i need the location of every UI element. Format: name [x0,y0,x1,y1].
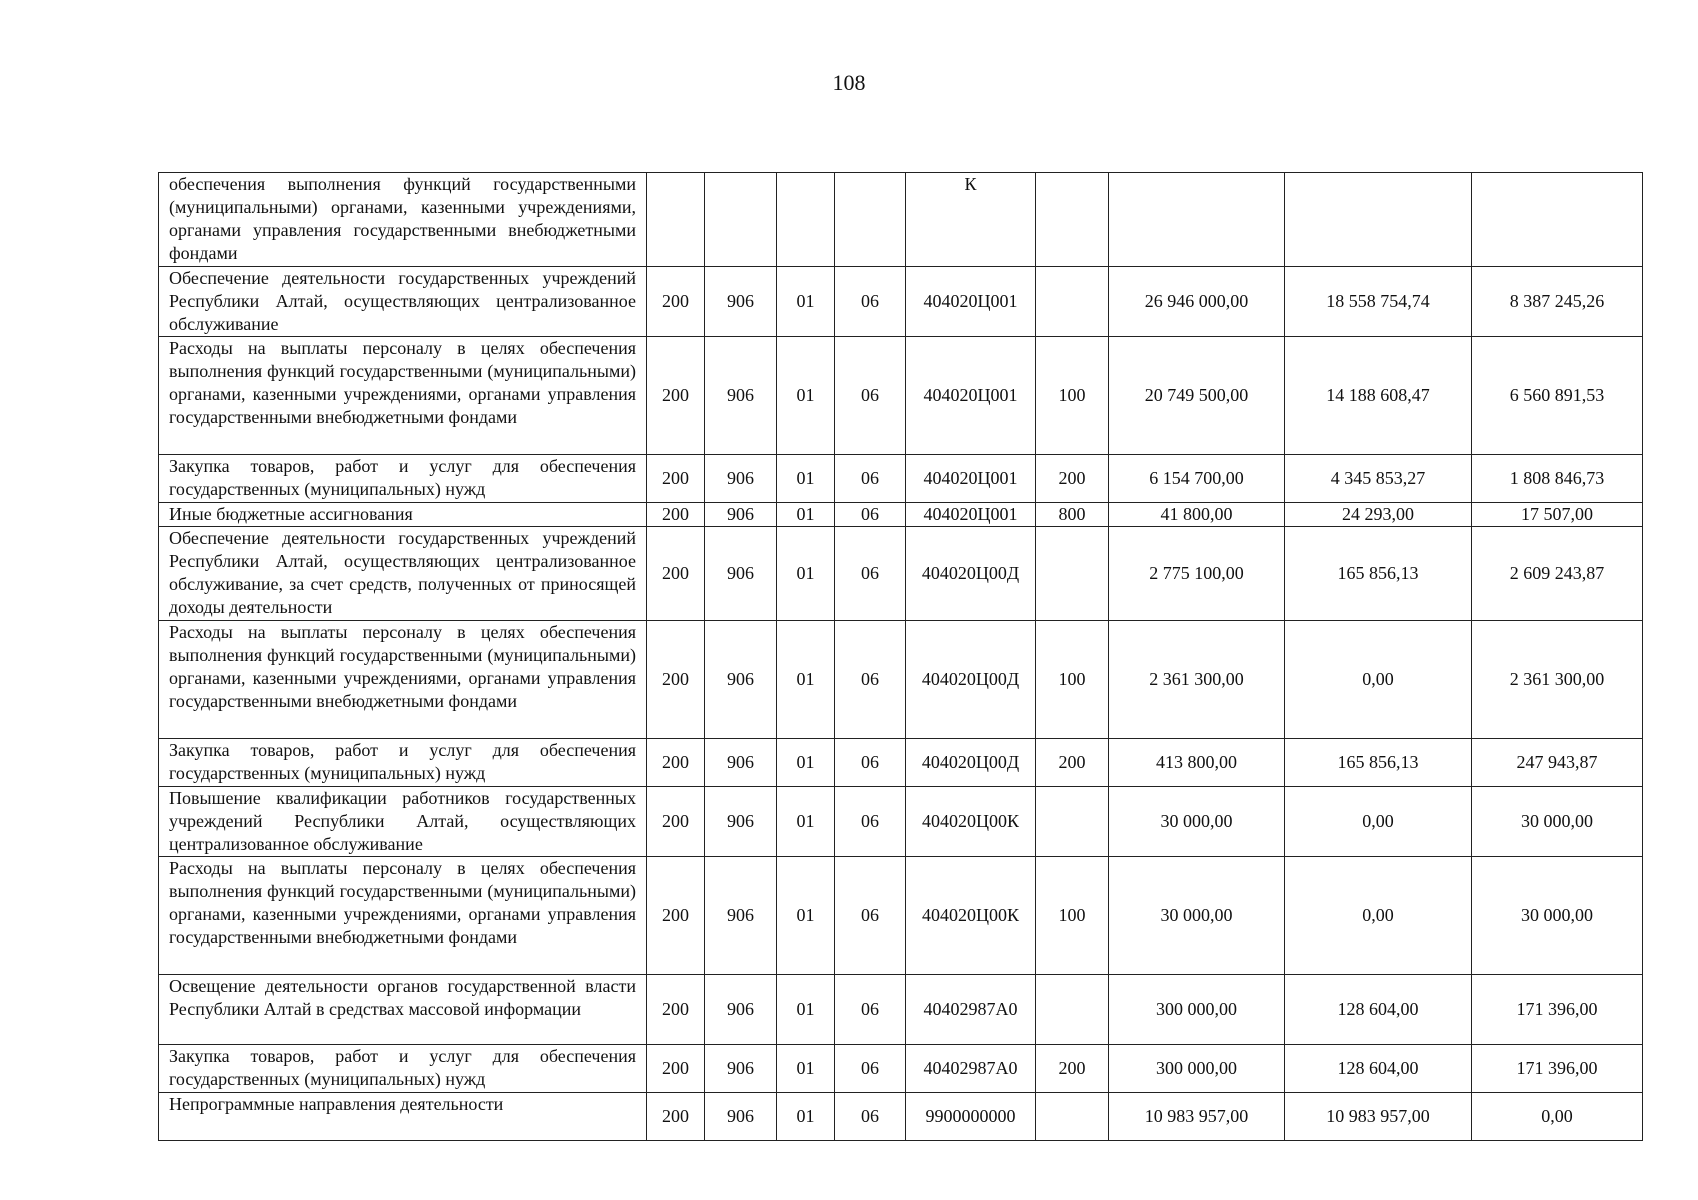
target-article-cell: 404020Ц00К [906,787,1036,857]
section-cell: 01 [777,267,835,337]
executed-amount-cell: 165 856,13 [1285,527,1472,621]
executed-amount-cell: 128 604,00 [1285,1045,1472,1093]
planned-amount-cell: 41 800,00 [1109,503,1285,527]
remaining-amount-cell: 2 361 300,00 [1472,621,1643,739]
subsection-cell: 06 [835,787,906,857]
planned-amount-cell: 26 946 000,00 [1109,267,1285,337]
code-200-cell: 200 [647,787,705,857]
table-row [159,975,1643,1045]
executed-amount-cell: 0,00 [1285,621,1472,739]
subsection-cell: 06 [835,267,906,337]
planned-amount-cell: 30 000,00 [1109,857,1285,975]
section-cell: 01 [777,739,835,787]
executed-amount-cell: 128 604,00 [1285,975,1472,1045]
planned-amount-cell [1109,173,1285,267]
target-article-cell: 404020Ц00Д [906,621,1036,739]
section-cell: 01 [777,527,835,621]
expense-type-cell [1036,527,1109,621]
code-906-cell: 906 [705,787,777,857]
remaining-amount-cell: 171 396,00 [1472,1045,1643,1093]
remaining-amount-cell: 30 000,00 [1472,857,1643,975]
code-200-cell: 200 [647,621,705,739]
section-cell: 01 [777,621,835,739]
code-906-cell: 906 [705,455,777,503]
subsection-cell: 06 [835,527,906,621]
code-906-cell: 906 [705,621,777,739]
planned-amount-cell: 10 983 957,00 [1109,1093,1285,1141]
expense-type-cell [1036,267,1109,337]
expense-type-cell: 100 [1036,621,1109,739]
target-article-cell: 404020Ц001 [906,503,1036,527]
code-906-cell: 906 [705,503,777,527]
code-200-cell: 200 [647,455,705,503]
row-name-cell: Закупка товаров, работ и услуг для обеспечения государственных (муниципальных) нужд [159,1045,647,1093]
executed-amount-cell: 0,00 [1285,857,1472,975]
target-article-cell: 40402987А0 [906,1045,1036,1093]
expense-type-cell: 200 [1036,739,1109,787]
expense-type-cell: 200 [1036,1045,1109,1093]
table-row [159,173,1643,267]
row-name-cell: Расходы на выплаты персоналу в целях обеспечения выполнения функций государственными (муниципальными) органами, казенными учреждениями, органами управления государственными внебюджетными фондами [159,337,647,455]
planned-amount-cell: 6 154 700,00 [1109,455,1285,503]
code-906-cell: 906 [705,857,777,975]
target-article-cell: 40402987А0 [906,975,1036,1045]
table-row [159,337,1643,455]
target-article-cell: 404020Ц001 [906,267,1036,337]
remaining-amount-cell: 171 396,00 [1472,975,1643,1045]
row-name-cell: Расходы на выплаты персоналу в целях обеспечения выполнения функций государственными (муниципальными) органами, казенными учреждениями, органами управления государственными внебюджетными фондами [159,621,647,739]
expense-type-cell: 100 [1036,857,1109,975]
section-cell: 01 [777,975,835,1045]
code-200-cell: 200 [647,503,705,527]
row-name-cell: Закупка товаров, работ и услуг для обеспечения государственных (муниципальных) нужд [159,739,647,787]
code-906-cell: 906 [705,337,777,455]
target-article-cell: 404020Ц001 [906,455,1036,503]
expense-type-cell [1036,975,1109,1045]
code-200-cell: 200 [647,1093,705,1141]
remaining-amount-cell: 30 000,00 [1472,787,1643,857]
target-article-cell: К [906,173,1036,267]
target-article-cell: 9900000000 [906,1093,1036,1141]
row-name-cell: Закупка товаров, работ и услуг для обеспечения государственных (муниципальных) нужд [159,455,647,503]
remaining-amount-cell [1472,173,1643,267]
executed-amount-cell: 4 345 853,27 [1285,455,1472,503]
remaining-amount-cell: 6 560 891,53 [1472,337,1643,455]
subsection-cell: 06 [835,857,906,975]
subsection-cell: 06 [835,739,906,787]
remaining-amount-cell: 2 609 243,87 [1472,527,1643,621]
page-number: 108 [832,70,866,95]
section-cell: 01 [777,337,835,455]
row-name-cell: Повышение квалификации работников государственных учреждений Республики Алтай, осуществляющих централизованное обслуживание [159,787,647,857]
remaining-amount-cell: 0,00 [1472,1093,1643,1141]
planned-amount-cell: 20 749 500,00 [1109,337,1285,455]
row-name-cell: Обеспечение деятельности государственных учреждений Республики Алтай, осуществляющих централизованное обслуживание, за счет средств, полученных от приносящей доходы деятельности [159,527,647,621]
table-row [159,621,1643,739]
row-name-cell: Расходы на выплаты персоналу в целях обеспечения выполнения функций государственными (муниципальными) органами, казенными учреждениями, органами управления государственными внебюджетными фондами [159,857,647,975]
table-row [159,527,1643,621]
code-200-cell: 200 [647,857,705,975]
section-cell: 01 [777,455,835,503]
section-cell: 01 [777,503,835,527]
code-906-cell [705,173,777,267]
expense-type-cell [1036,173,1109,267]
code-200-cell: 200 [647,527,705,621]
code-200-cell [647,173,705,267]
subsection-cell: 06 [835,1093,906,1141]
code-906-cell: 906 [705,739,777,787]
remaining-amount-cell: 17 507,00 [1472,503,1643,527]
executed-amount-cell: 10 983 957,00 [1285,1093,1472,1141]
planned-amount-cell: 30 000,00 [1109,787,1285,857]
target-article-cell: 404020Ц00Д [906,527,1036,621]
code-906-cell: 906 [705,1045,777,1093]
target-article-cell: 404020Ц00Д [906,739,1036,787]
table-row [159,1093,1643,1141]
subsection-cell [835,173,906,267]
row-name-cell: Обеспечение деятельности государственных учреждений Республики Алтай, осуществляющих централизованное обслуживание [159,267,647,337]
expense-type-cell: 800 [1036,503,1109,527]
code-200-cell: 200 [647,975,705,1045]
table-row [159,1045,1643,1093]
executed-amount-cell: 165 856,13 [1285,739,1472,787]
section-cell: 01 [777,787,835,857]
row-name-cell: Освещение деятельности органов государственной власти Республики Алтай в средствах массовой информации [159,975,647,1045]
section-cell: 01 [777,1093,835,1141]
table-row [159,503,1643,527]
subsection-cell: 06 [835,503,906,527]
section-cell: 01 [777,857,835,975]
budget-table [158,172,1643,1141]
planned-amount-cell: 300 000,00 [1109,975,1285,1045]
table-body [159,173,1643,1141]
subsection-cell: 06 [835,455,906,503]
expense-type-cell: 200 [1036,455,1109,503]
code-200-cell: 200 [647,267,705,337]
target-article-cell: 404020Ц00К [906,857,1036,975]
subsection-cell: 06 [835,621,906,739]
table-row [159,787,1643,857]
planned-amount-cell: 413 800,00 [1109,739,1285,787]
expense-type-cell [1036,1093,1109,1141]
code-906-cell: 906 [705,527,777,621]
subsection-cell: 06 [835,1045,906,1093]
code-906-cell: 906 [705,267,777,337]
row-name-cell: Иные бюджетные ассигнования [159,503,647,527]
table-row [159,455,1643,503]
remaining-amount-cell: 8 387 245,26 [1472,267,1643,337]
executed-amount-cell: 24 293,00 [1285,503,1472,527]
code-200-cell: 200 [647,337,705,455]
table-row [159,739,1643,787]
executed-amount-cell [1285,173,1472,267]
table-row [159,267,1643,337]
code-906-cell: 906 [705,975,777,1045]
executed-amount-cell: 14 188 608,47 [1285,337,1472,455]
row-name-cell: обеспечения выполнения функций государственными (муниципальными) органами, казенными учреждениями, органами управления государственными внебюджетными фондами [159,173,647,267]
expense-type-cell: 100 [1036,337,1109,455]
target-article-cell: 404020Ц001 [906,337,1036,455]
code-200-cell: 200 [647,739,705,787]
expense-type-cell [1036,787,1109,857]
planned-amount-cell: 2 775 100,00 [1109,527,1285,621]
table-row [159,857,1643,975]
section-cell [777,173,835,267]
row-name-cell: Непрограммные направления деятельности [159,1093,647,1141]
executed-amount-cell: 0,00 [1285,787,1472,857]
planned-amount-cell: 300 000,00 [1109,1045,1285,1093]
subsection-cell: 06 [835,337,906,455]
executed-amount-cell: 18 558 754,74 [1285,267,1472,337]
subsection-cell: 06 [835,975,906,1045]
remaining-amount-cell: 1 808 846,73 [1472,455,1643,503]
planned-amount-cell: 2 361 300,00 [1109,621,1285,739]
code-200-cell: 200 [647,1045,705,1093]
section-cell: 01 [777,1045,835,1093]
code-906-cell: 906 [705,1093,777,1141]
remaining-amount-cell: 247 943,87 [1472,739,1643,787]
